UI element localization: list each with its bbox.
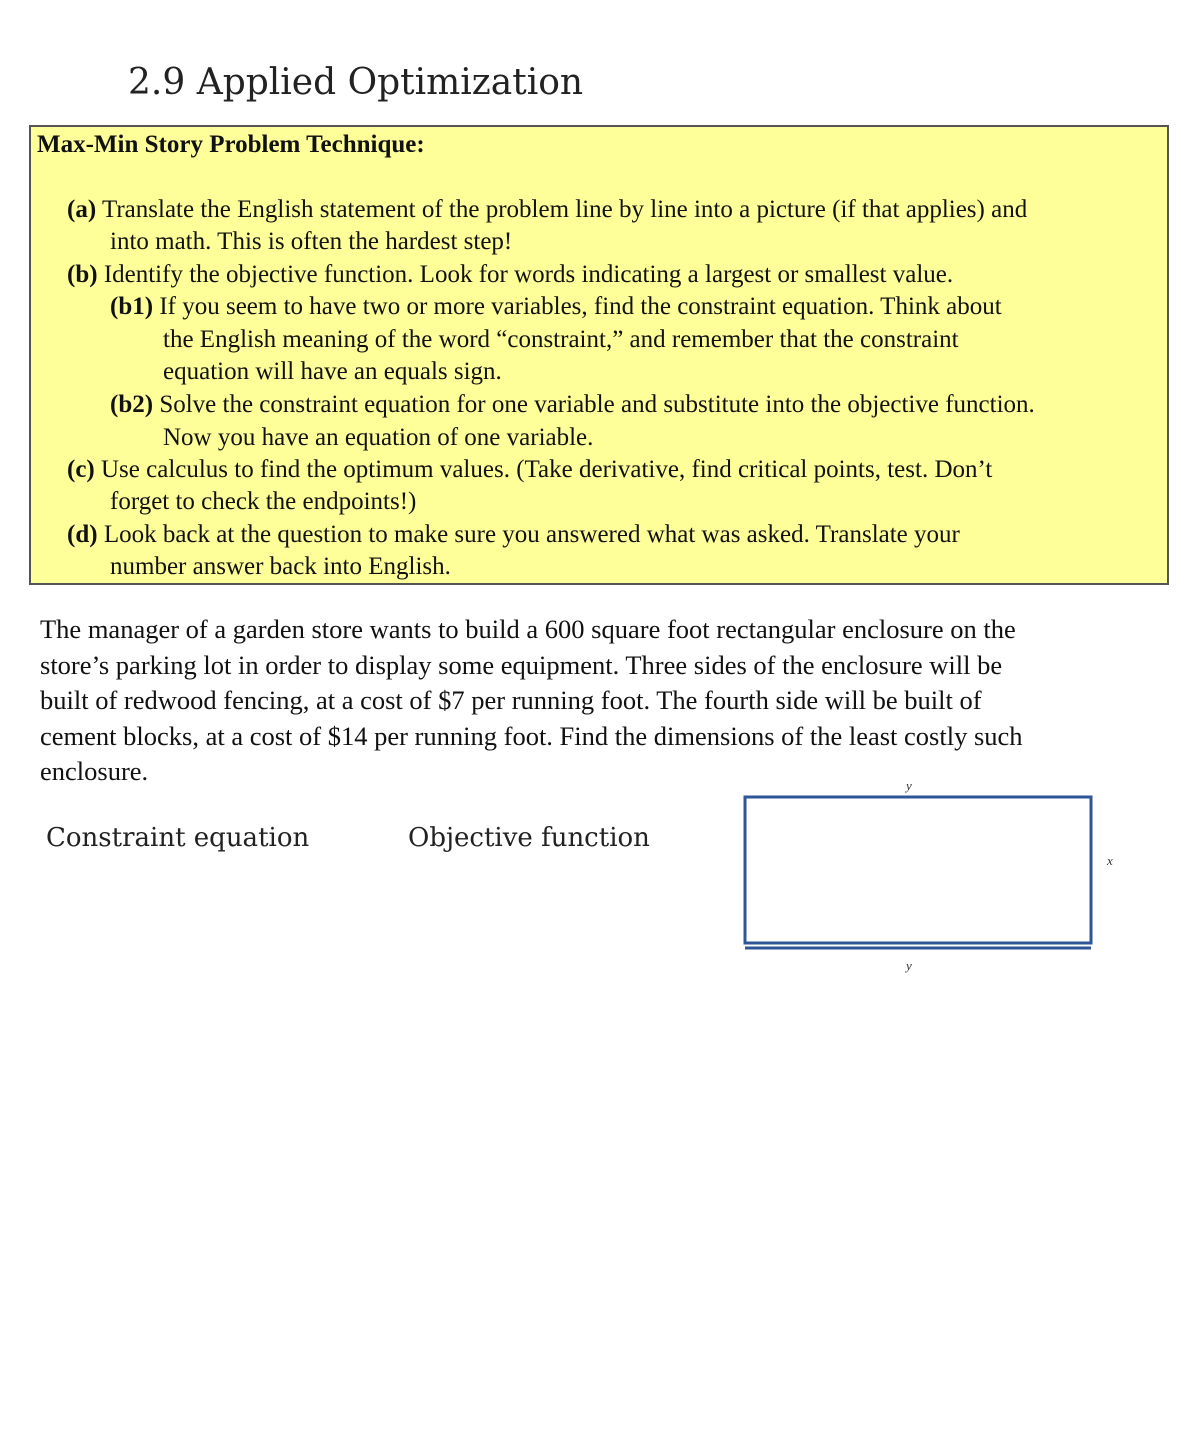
enclosure-rectangle xyxy=(745,797,1091,943)
step-c xyxy=(67,454,992,486)
top-dimension-label: y xyxy=(906,778,912,793)
technique-box xyxy=(29,125,1169,585)
step-b xyxy=(67,259,953,291)
problem-line: store’s parking lot in order to display some equipment. Three sides of the enclosure will be xyxy=(40,649,1003,680)
enclosure-svg xyxy=(730,775,1130,985)
step-b-label: (b) xyxy=(67,261,98,288)
step-a xyxy=(67,194,1027,226)
problem-statement xyxy=(40,612,1180,790)
step-b1 xyxy=(110,291,1002,323)
step-b2-cont: Now you have an equation of one variable. xyxy=(163,424,594,451)
step-c-label: (c) xyxy=(67,456,95,483)
constraint-equation-label: Constraint equation xyxy=(46,823,310,853)
technique-heading: Max-Min Story Problem Technique: xyxy=(37,131,425,158)
step-b1-line-1: If you seem to have two or more variables, find the constraint equation. Think about xyxy=(159,293,1002,320)
enclosure-diagram xyxy=(730,775,1130,985)
step-a-line-1: Translate the English statement of the problem line by line into a picture (if that applies) and xyxy=(101,196,1028,223)
step-b2 xyxy=(110,389,1035,421)
problem-line: built of redwood fencing, at a cost of $7 per running foot. The fourth side will be built of xyxy=(40,685,982,715)
step-b1-label: (b1) xyxy=(110,293,154,320)
step-b2-label: (b2) xyxy=(110,391,154,418)
step-d-cont: number answer back into English. xyxy=(110,553,451,580)
step-b1-cont-2: equation will have an equals sign. xyxy=(163,358,502,385)
step-a-label: (a) xyxy=(67,196,97,223)
step-d-line-1: Look back at the question to make sure you answered what was asked. Translate your xyxy=(103,521,960,548)
problem-line: The manager of a garden store wants to build a 600 square foot rectangular enclosure on the xyxy=(40,614,1016,644)
right-dimension-label: x xyxy=(1107,853,1113,868)
step-d-label: (d) xyxy=(67,521,98,548)
bottom-dimension-label: y xyxy=(906,958,912,973)
page-title: 2.9 Applied Optimization xyxy=(128,62,584,103)
step-b-line-1: Identify the objective function. Look for words indicating a largest or smallest value. xyxy=(103,261,954,288)
step-a-cont: into math. This is often the hardest step! xyxy=(110,228,513,255)
step-c-line-1: Use calculus to find the optimum values. (Take derivative, find critical points, test. Don’t xyxy=(101,456,993,483)
step-c-cont: forget to check the endpoints!) xyxy=(110,488,417,515)
step-d xyxy=(67,519,960,551)
step-b1-cont-1: the English meaning of the word “constraint,” and remember that the constraint xyxy=(163,326,959,353)
problem-line: enclosure. xyxy=(40,756,149,786)
objective-function-label: Objective function xyxy=(408,823,650,853)
step-b2-line-1: Solve the constraint equation for one variable and substitute into the objective function. xyxy=(159,391,1035,418)
problem-line: cement blocks, at a cost of $14 per running foot. Find the dimensions of the least costly such xyxy=(40,720,1023,751)
